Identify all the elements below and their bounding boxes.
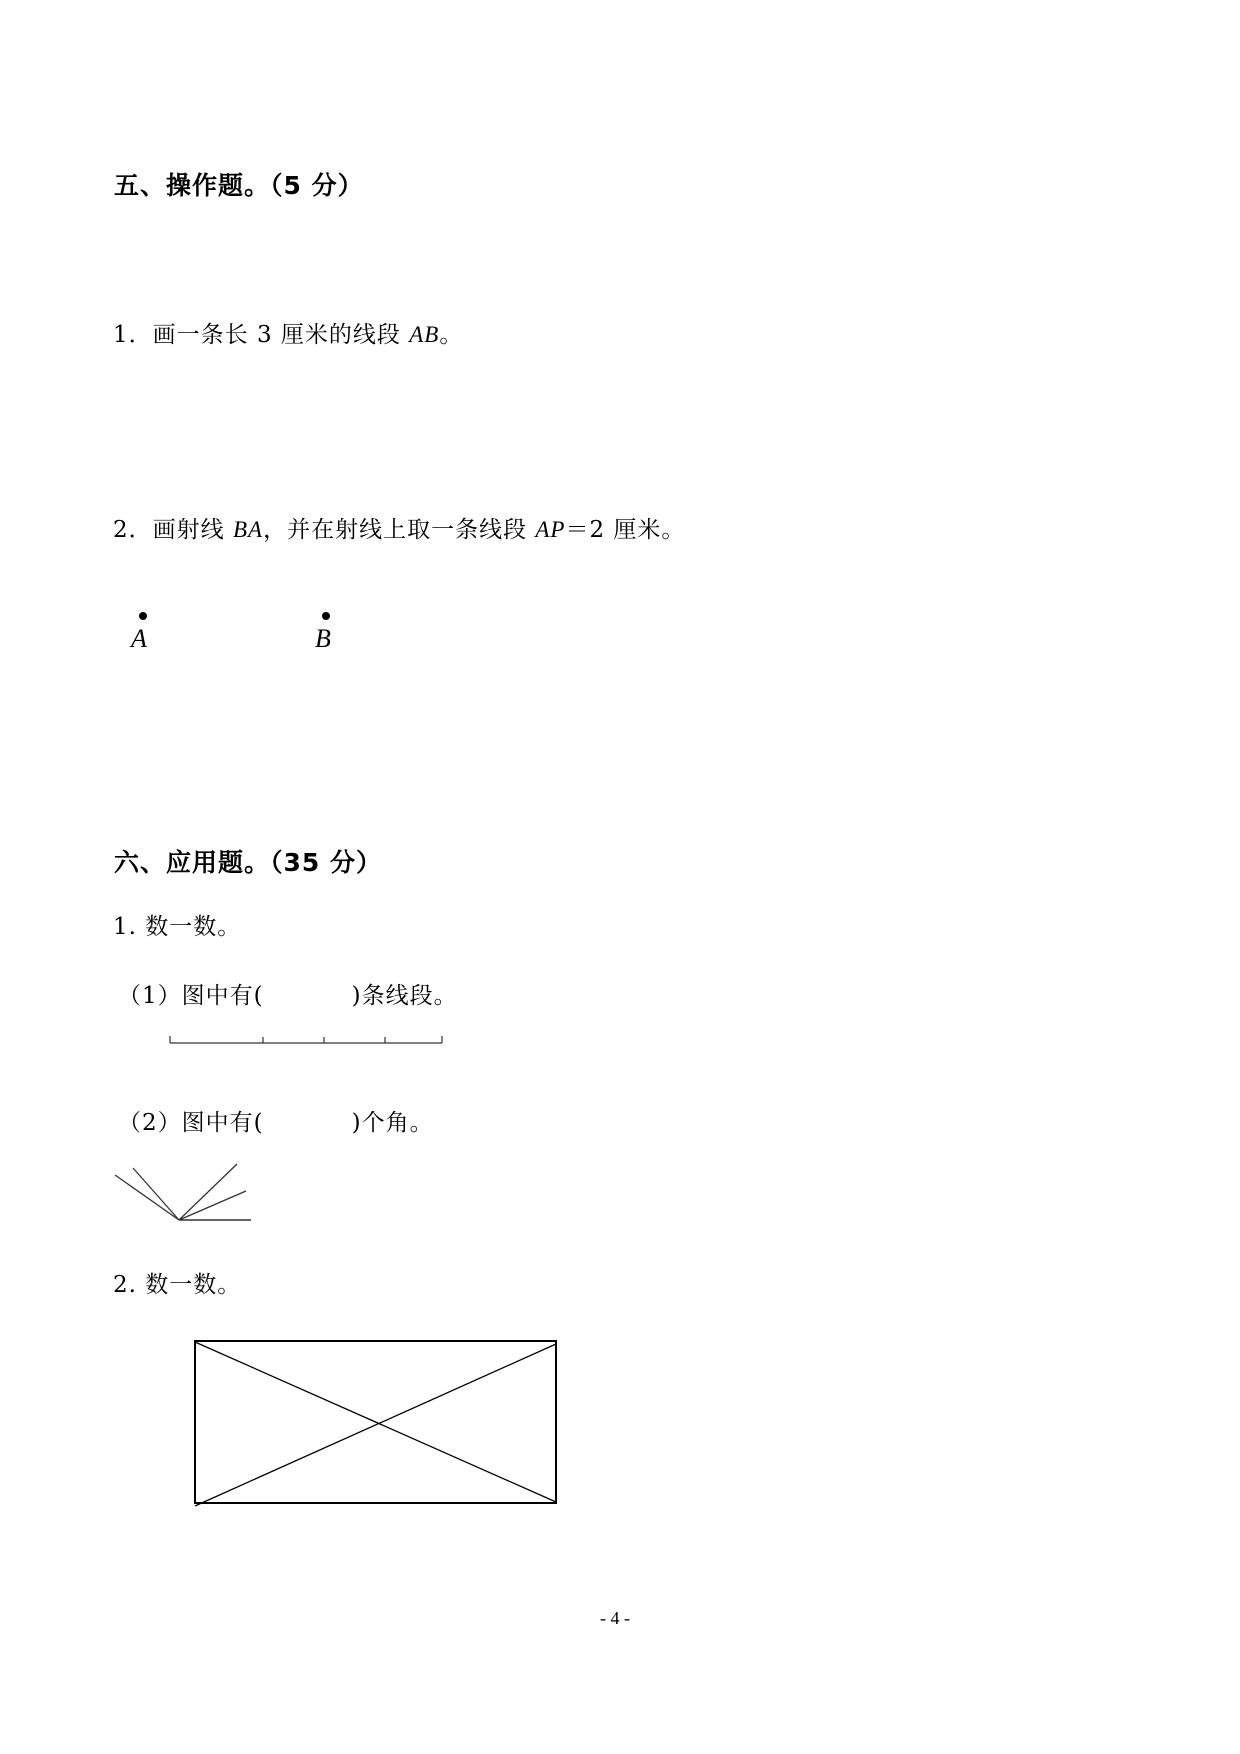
sub-question-prefix: （1）图中有( [118, 983, 264, 1009]
question-6-1-2 [118, 1104, 434, 1137]
point-b-dot [322, 612, 330, 620]
sub-question-prefix: （2）图中有( [118, 1110, 264, 1136]
section-6-heading: 六、应用题。（35 分） [114, 848, 382, 877]
point-b-label: B [315, 624, 331, 653]
question-text-a: 画射线 [152, 517, 233, 543]
page-number: - 4 - [600, 1608, 630, 1628]
rectangle-diagonals-figure [195, 1341, 556, 1506]
question-6-1-title: 1. 数一数。 [113, 914, 242, 940]
ray-variable: BA [232, 517, 264, 542]
angles-figure [115, 1164, 251, 1220]
question-6-1-1 [118, 977, 458, 1010]
point-a-label: A [131, 624, 147, 653]
segment-variable: AB [409, 322, 440, 347]
section-5-heading: 五、操作题。（5 分） [114, 171, 364, 200]
punctuation: 。 [439, 322, 464, 348]
question-text: 画一条长 3 厘米的线段 [152, 322, 410, 348]
question-text-b: ，并在射线上取一条线段 [263, 517, 536, 543]
sub-question-suffix: )个角。 [351, 1110, 434, 1136]
question-text-c: ＝2 厘米。 [565, 517, 686, 543]
question-number: 2． [113, 517, 153, 543]
segment-variable: AP [535, 517, 566, 542]
question-6-2-title: 2. 数一数。 [113, 1272, 242, 1298]
question-number: 1． [113, 322, 153, 348]
sub-question-suffix: )条线段。 [351, 983, 458, 1009]
point-a-dot [139, 612, 147, 620]
segment-figure [170, 1036, 442, 1043]
